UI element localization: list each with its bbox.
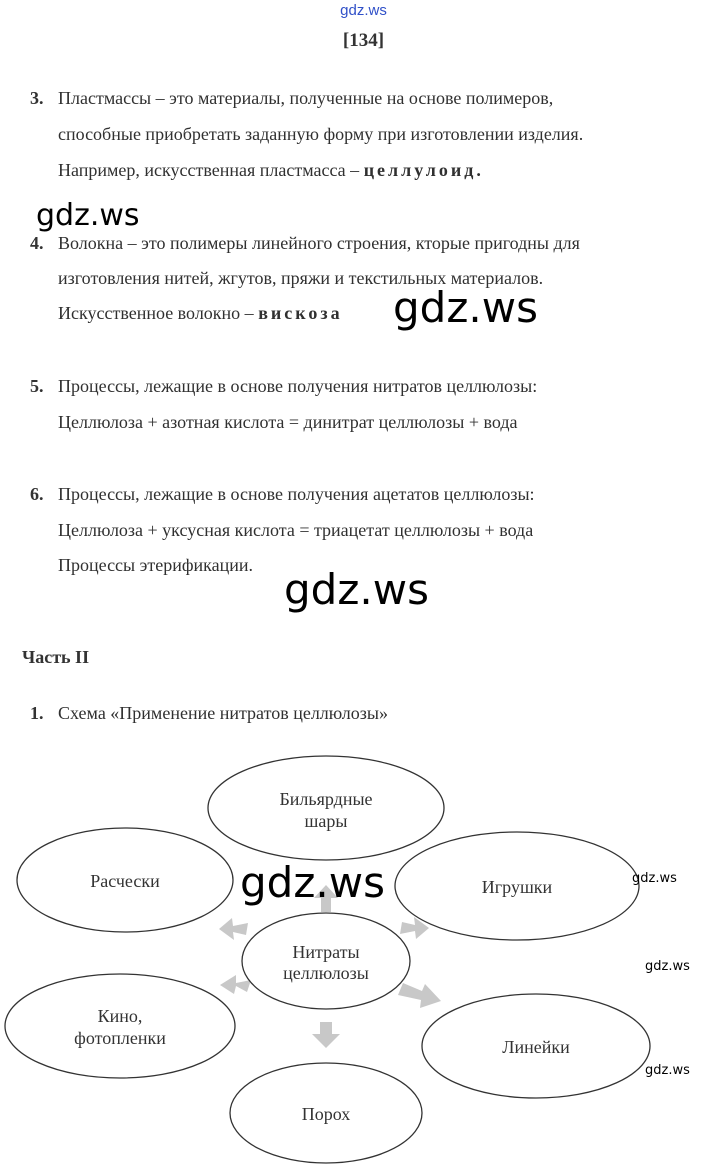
watermark-4: gdz.ws bbox=[240, 858, 385, 907]
item-5-line-2: Целлюлоза + азотная кислота = динитрат целлюлозы + вода bbox=[58, 412, 518, 432]
page-number: [134] bbox=[342, 30, 385, 51]
task-1-number: 1. bbox=[30, 703, 44, 723]
billiard-label-2: шары bbox=[304, 811, 348, 831]
item-3-example-term: целлулоид. bbox=[363, 160, 484, 180]
billiard-label-1: Бильярдные bbox=[279, 789, 373, 809]
item-4-example-prefix: Искусственное волокно – bbox=[58, 303, 259, 323]
watermark-6: gdz.ws bbox=[645, 959, 690, 974]
film-label-1: Кино, bbox=[97, 1006, 143, 1026]
item-5-number: 5. bbox=[30, 376, 44, 396]
center-label-1: Нитраты bbox=[292, 942, 360, 962]
item-3-line-2: способные приобретать заданную форму при изготовлении изделия. bbox=[58, 124, 584, 144]
arrow-to-rulers bbox=[398, 983, 441, 1008]
item-3-example-prefix: Например, искусственная пластмасса – bbox=[58, 160, 364, 180]
item-3-number: 3. bbox=[30, 88, 44, 108]
arrow-to-combs bbox=[219, 918, 248, 940]
center-label-2: целлюлозы bbox=[283, 963, 369, 983]
watermark-3: gdz.ws bbox=[284, 565, 429, 614]
item-4-line-2: изготовления нитей, жгутов, пряжи и текстильных материалов. bbox=[58, 268, 544, 288]
watermark-1: gdz.ws bbox=[36, 198, 140, 233]
arrow-to-powder bbox=[312, 1022, 340, 1048]
site-header-link[interactable]: gdz.ws bbox=[340, 2, 387, 19]
rulers-label: Линейки bbox=[502, 1037, 570, 1057]
node-film bbox=[5, 974, 235, 1078]
item-4-example-term: вискоза bbox=[258, 303, 343, 323]
toys-label: Игрушки bbox=[481, 877, 553, 897]
item-5-line-1: Процессы, лежащие в основе получения нитратов целлюлозы: bbox=[58, 376, 538, 396]
item-4-line-1: Волокна – это полимеры линейного строения, кторые пригодны для bbox=[58, 233, 580, 253]
watermark-7: gdz.ws bbox=[645, 1063, 690, 1078]
watermark-5: gdz.ws bbox=[632, 871, 677, 886]
item-4-number: 4. bbox=[30, 233, 44, 253]
watermark-2: gdz.ws bbox=[393, 283, 538, 332]
task-1-text: Схема «Применение нитратов целлюлозы» bbox=[58, 703, 388, 723]
powder-label: Порох bbox=[301, 1104, 351, 1124]
item-6-line-2: Целлюлоза + уксусная кислота = триацетат целлюлозы + вода bbox=[58, 520, 534, 540]
combs-label: Расчески bbox=[90, 871, 160, 891]
item-6-line-3: Процессы этерификации. bbox=[58, 555, 254, 575]
item-6-line-1: Процессы, лежащие в основе получения ацетатов целлюлозы: bbox=[58, 484, 535, 504]
part-heading: Часть II bbox=[22, 647, 90, 667]
item-3-line-1: Пластмассы – это материалы, полученные на основе полимеров, bbox=[58, 88, 554, 108]
film-label-2: фотопленки bbox=[74, 1028, 166, 1048]
item-6-number: 6. bbox=[30, 484, 44, 504]
